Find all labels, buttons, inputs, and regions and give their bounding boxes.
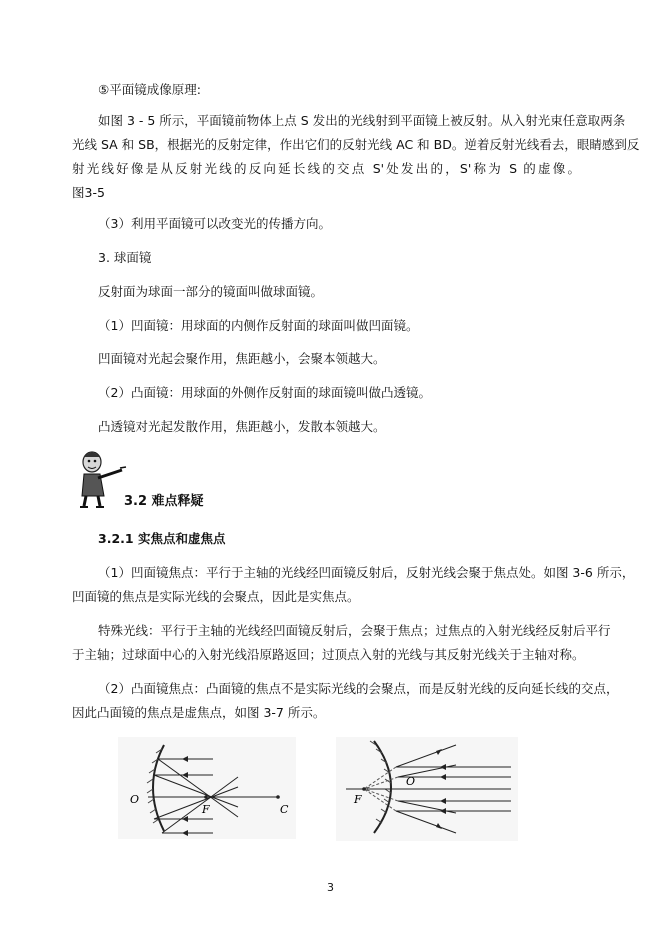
label-c: C	[280, 803, 289, 816]
page-number: 3	[327, 881, 334, 894]
paragraph-line: 于主轴；过球面中心的入射光线沿原路返回；过顶点入射的光线与其反射光线关于主轴对称。	[72, 647, 585, 662]
paragraph: （1）凹面镜：用球面的内侧作反射面的球面叫做凹面镜。	[98, 318, 419, 333]
label-o: O	[130, 793, 140, 806]
paragraph-line: （2）凸面镜焦点：凸面镜的焦点不是实际光线的会聚点，而是反射光线的反向延长线的交点，	[98, 681, 619, 696]
paragraph-line: 特殊光线：平行于主轴的光线经凹面镜反射后，会聚于焦点；过焦点的入射光线经反射后平行	[98, 623, 611, 638]
convex-mirror-figure	[336, 737, 518, 841]
presenter-illustration	[76, 448, 128, 508]
label-f: F	[202, 803, 210, 816]
paragraph-line: 如图 3 - 5 所示，平面镜前物体上点 S 发出的光线射到平面镜上被反射。从入射光束任意取两条	[98, 113, 626, 128]
paragraph-line: 光线 SA 和 SB，根据光的反射定律，作出它们的反射光线 AC 和 BD。逆着反射光线看去，眼睛感到反	[72, 137, 640, 152]
section-heading-spherical-mirror: 3. 球面镜	[98, 250, 152, 265]
paragraph: （2）凸面镜：用球面的外侧作反射面的球面镜叫做凸透镜。	[98, 385, 431, 400]
section-title-difficult-points: 3.2 难点释疑	[124, 494, 204, 509]
concave-mirror-figure	[118, 737, 296, 839]
paragraph-line: 因此凸面镜的焦点是虚焦点，如图 3-7 所示。	[72, 705, 326, 720]
paragraph-line: 凹面镜的焦点是实际光线的会聚点，因此是实焦点。	[72, 589, 360, 604]
label-o: O	[406, 775, 416, 788]
subsection-title-focus: 3.2.1 实焦点和虚焦点	[98, 531, 226, 546]
paragraph-line: （1）凹面镜焦点：平行于主轴的光线经凹面镜反射后，反射光线会聚于焦点处。如图 3-6 所示，	[98, 565, 635, 580]
paragraph: 反射面为球面一部分的镜面叫做球面镜。	[98, 284, 324, 299]
paragraph: 凸透镜对光起发散作用，焦距越小，发散本领越大。	[98, 419, 386, 434]
figure-reference: 图3-5	[72, 185, 105, 200]
paragraph-line: 射光线好像是从反射光线的反向延长线的交点 S'处发出的，S'称为 S 的虚像。	[72, 161, 580, 176]
paragraph: （3）利用平面镜可以改变光的传播方向。	[98, 216, 331, 231]
paragraph: 凹面镜对光起会聚作用，焦距越小，会聚本领越大。	[98, 351, 386, 366]
heading-plane-mirror-principle: ⑤平面镜成像原理:	[98, 82, 201, 97]
label-f: F	[354, 793, 362, 806]
